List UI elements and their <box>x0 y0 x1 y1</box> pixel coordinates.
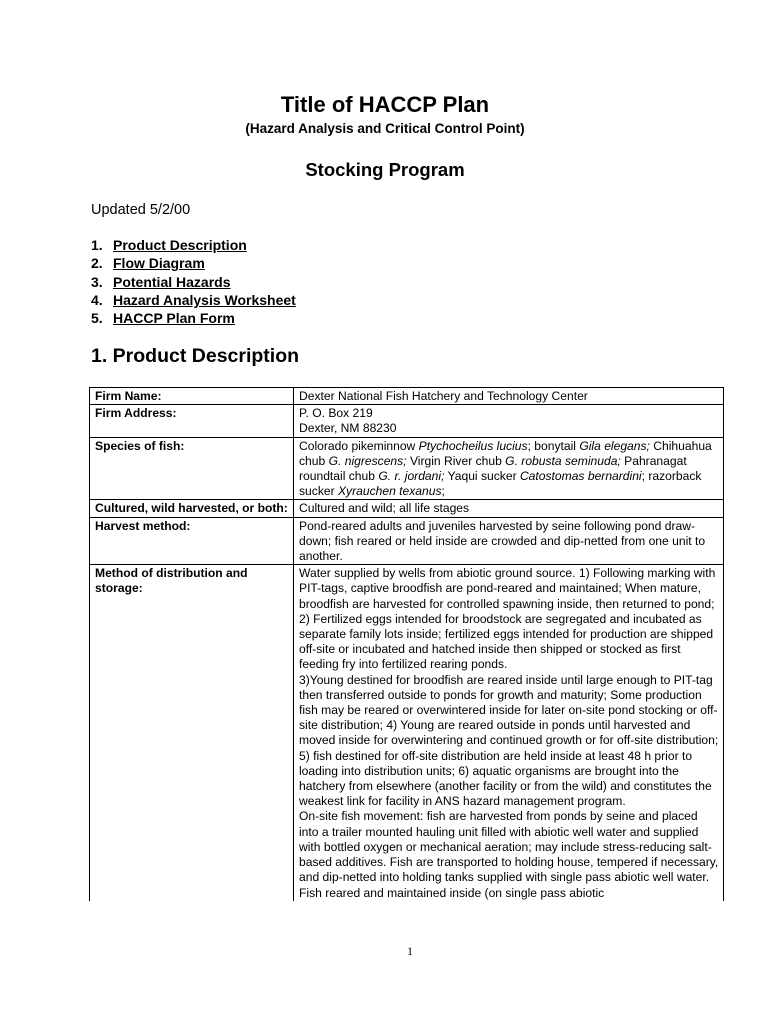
cultured-label: Cultured, wild harvested, or both: <box>90 500 294 517</box>
species-label: Species of fish: <box>90 437 294 500</box>
distribution-paragraph-3: On-site fish movement: fish are harvested from ponds by seine and placed into a trailer mounted hauling unit filled with abiotic well water and supplied with bottled oxygen or mechanical aeration; may include stress-reducing salt-based additives. Fish are transported to holding house, tempered if necessary, and dip-netted into holding tanks supplied with single pass abiotic well water. Fish reared and maintained inside (on single pass abiotic <box>299 809 719 900</box>
species-scientific-name: Xyrauchen texanus <box>337 484 442 499</box>
toc-item <box>91 273 296 291</box>
table-row <box>90 565 724 901</box>
species-text: Colorado pikeminnow <box>299 438 419 453</box>
address-line-2: Dexter, NM 88230 <box>299 421 397 436</box>
species-scientific-name: Ptychocheilus lucius <box>418 438 528 453</box>
table-row <box>90 500 724 517</box>
species-text: Virgin River chub <box>406 453 506 468</box>
cultured-value: Cultured and wild; all life stages <box>294 500 724 517</box>
distribution-paragraph-2: 3)Young destined for broodfish are reared inside until large enough to PIT-tag then transferred outside to ponds for growth and maturity; Some production fish may be reared or overwintered inside for later on-site pond stocking or off-site distribution; 4) Young are reared outside in ponds until harvested and moved inside for overwintering and continued growth or for off-site distribution; 5) fish destined for off-site distribution are held inside at least 48 h prior to loading into distribution units; 6) aquatic organisms are brought into the hatchery from elsewhere (another facility or from the wild) and constitutes the weakest link for facility in ANS hazard management program. <box>299 672 719 809</box>
distribution-value <box>294 565 724 901</box>
table-row <box>90 388 724 405</box>
species-text: Chihuahua chub <box>299 438 712 468</box>
species-text: ; bonytail <box>527 438 580 453</box>
firm-address-value <box>294 405 724 437</box>
toc-link-flow-diagram[interactable]: Flow Diagram <box>113 255 205 272</box>
toc-number: 5. <box>91 310 103 327</box>
toc-item <box>91 236 296 254</box>
address-line-1: P. O. Box 219 <box>299 406 373 421</box>
table-of-contents <box>91 236 296 327</box>
harvest-method-value: Pond-reared adults and juveniles harvested by seine following pond draw-down; fish reared or held inside are crowded and dip-netted from one unit to another. <box>294 517 724 565</box>
table-row <box>90 405 724 437</box>
section-heading: 1. Product Description <box>91 345 300 367</box>
species-text: ; razorback sucker <box>299 469 702 499</box>
product-description-table <box>89 387 724 901</box>
species-text: Yaqui sucker <box>444 469 520 484</box>
species-scientific-name: G. robusta seminuda; <box>505 453 621 468</box>
page-number: 1 <box>407 944 413 958</box>
toc-link-product-description[interactable]: Product Description <box>113 237 247 253</box>
table-row <box>90 517 724 565</box>
species-value <box>294 437 724 500</box>
toc-link-haccp-plan-form[interactable]: HACCP Plan Form <box>113 310 235 327</box>
toc-link-potential-hazards[interactable]: Potential Hazards <box>113 273 231 290</box>
toc-number: 1. <box>91 237 103 253</box>
firm-address-label: Firm Address: <box>90 405 294 437</box>
species-text: ; <box>441 484 445 499</box>
firm-name-label: Firm Name: <box>90 388 294 405</box>
table-row <box>90 437 724 500</box>
species-scientific-name: Gila elegans; <box>579 438 650 453</box>
program-title: Stocking Program <box>305 159 465 180</box>
toc-item <box>91 291 296 309</box>
species-scientific-name: G. r. jordani; <box>378 469 445 484</box>
harvest-method-label: Harvest method: <box>90 517 294 565</box>
species-scientific-name: G. nigrescens; <box>328 453 407 468</box>
toc-number: 2. <box>91 255 103 272</box>
toc-number: 4. <box>91 291 103 308</box>
toc-link-hazard-analysis-worksheet[interactable]: Hazard Analysis Worksheet <box>113 291 296 308</box>
species-scientific-name: Catostomas bernardini <box>519 469 642 484</box>
distribution-paragraph-1: Water supplied by wells from abiotic ground source. 1) Following marking with PIT-tags, captive broodfish are pond-reared and maintained; When mature, broodfish are harvested for controlled spawning inside, then returned to pond; 2) Fertilized eggs intended for broodstock are segregated and incubated as separate family lots inside; fertilized eggs intended for production are shipped off-site or incubated and hatched inside then shipped or stocked as first feeding fry into fertilized rearing ponds. <box>299 566 716 672</box>
distribution-label: Method of distribution and storage: <box>90 565 294 901</box>
document-subtitle: (Hazard Analysis and Critical Control Point) <box>245 121 525 136</box>
document-title: Title of HACCP Plan <box>280 92 490 117</box>
species-text: Pahranagat roundtail chub <box>299 453 687 484</box>
toc-number: 3. <box>91 273 103 290</box>
toc-item <box>91 254 296 272</box>
firm-name-value: Dexter National Fish Hatchery and Technology Center <box>294 388 724 405</box>
toc-item <box>91 309 296 327</box>
updated-date: Updated 5/2/00 <box>91 202 191 218</box>
